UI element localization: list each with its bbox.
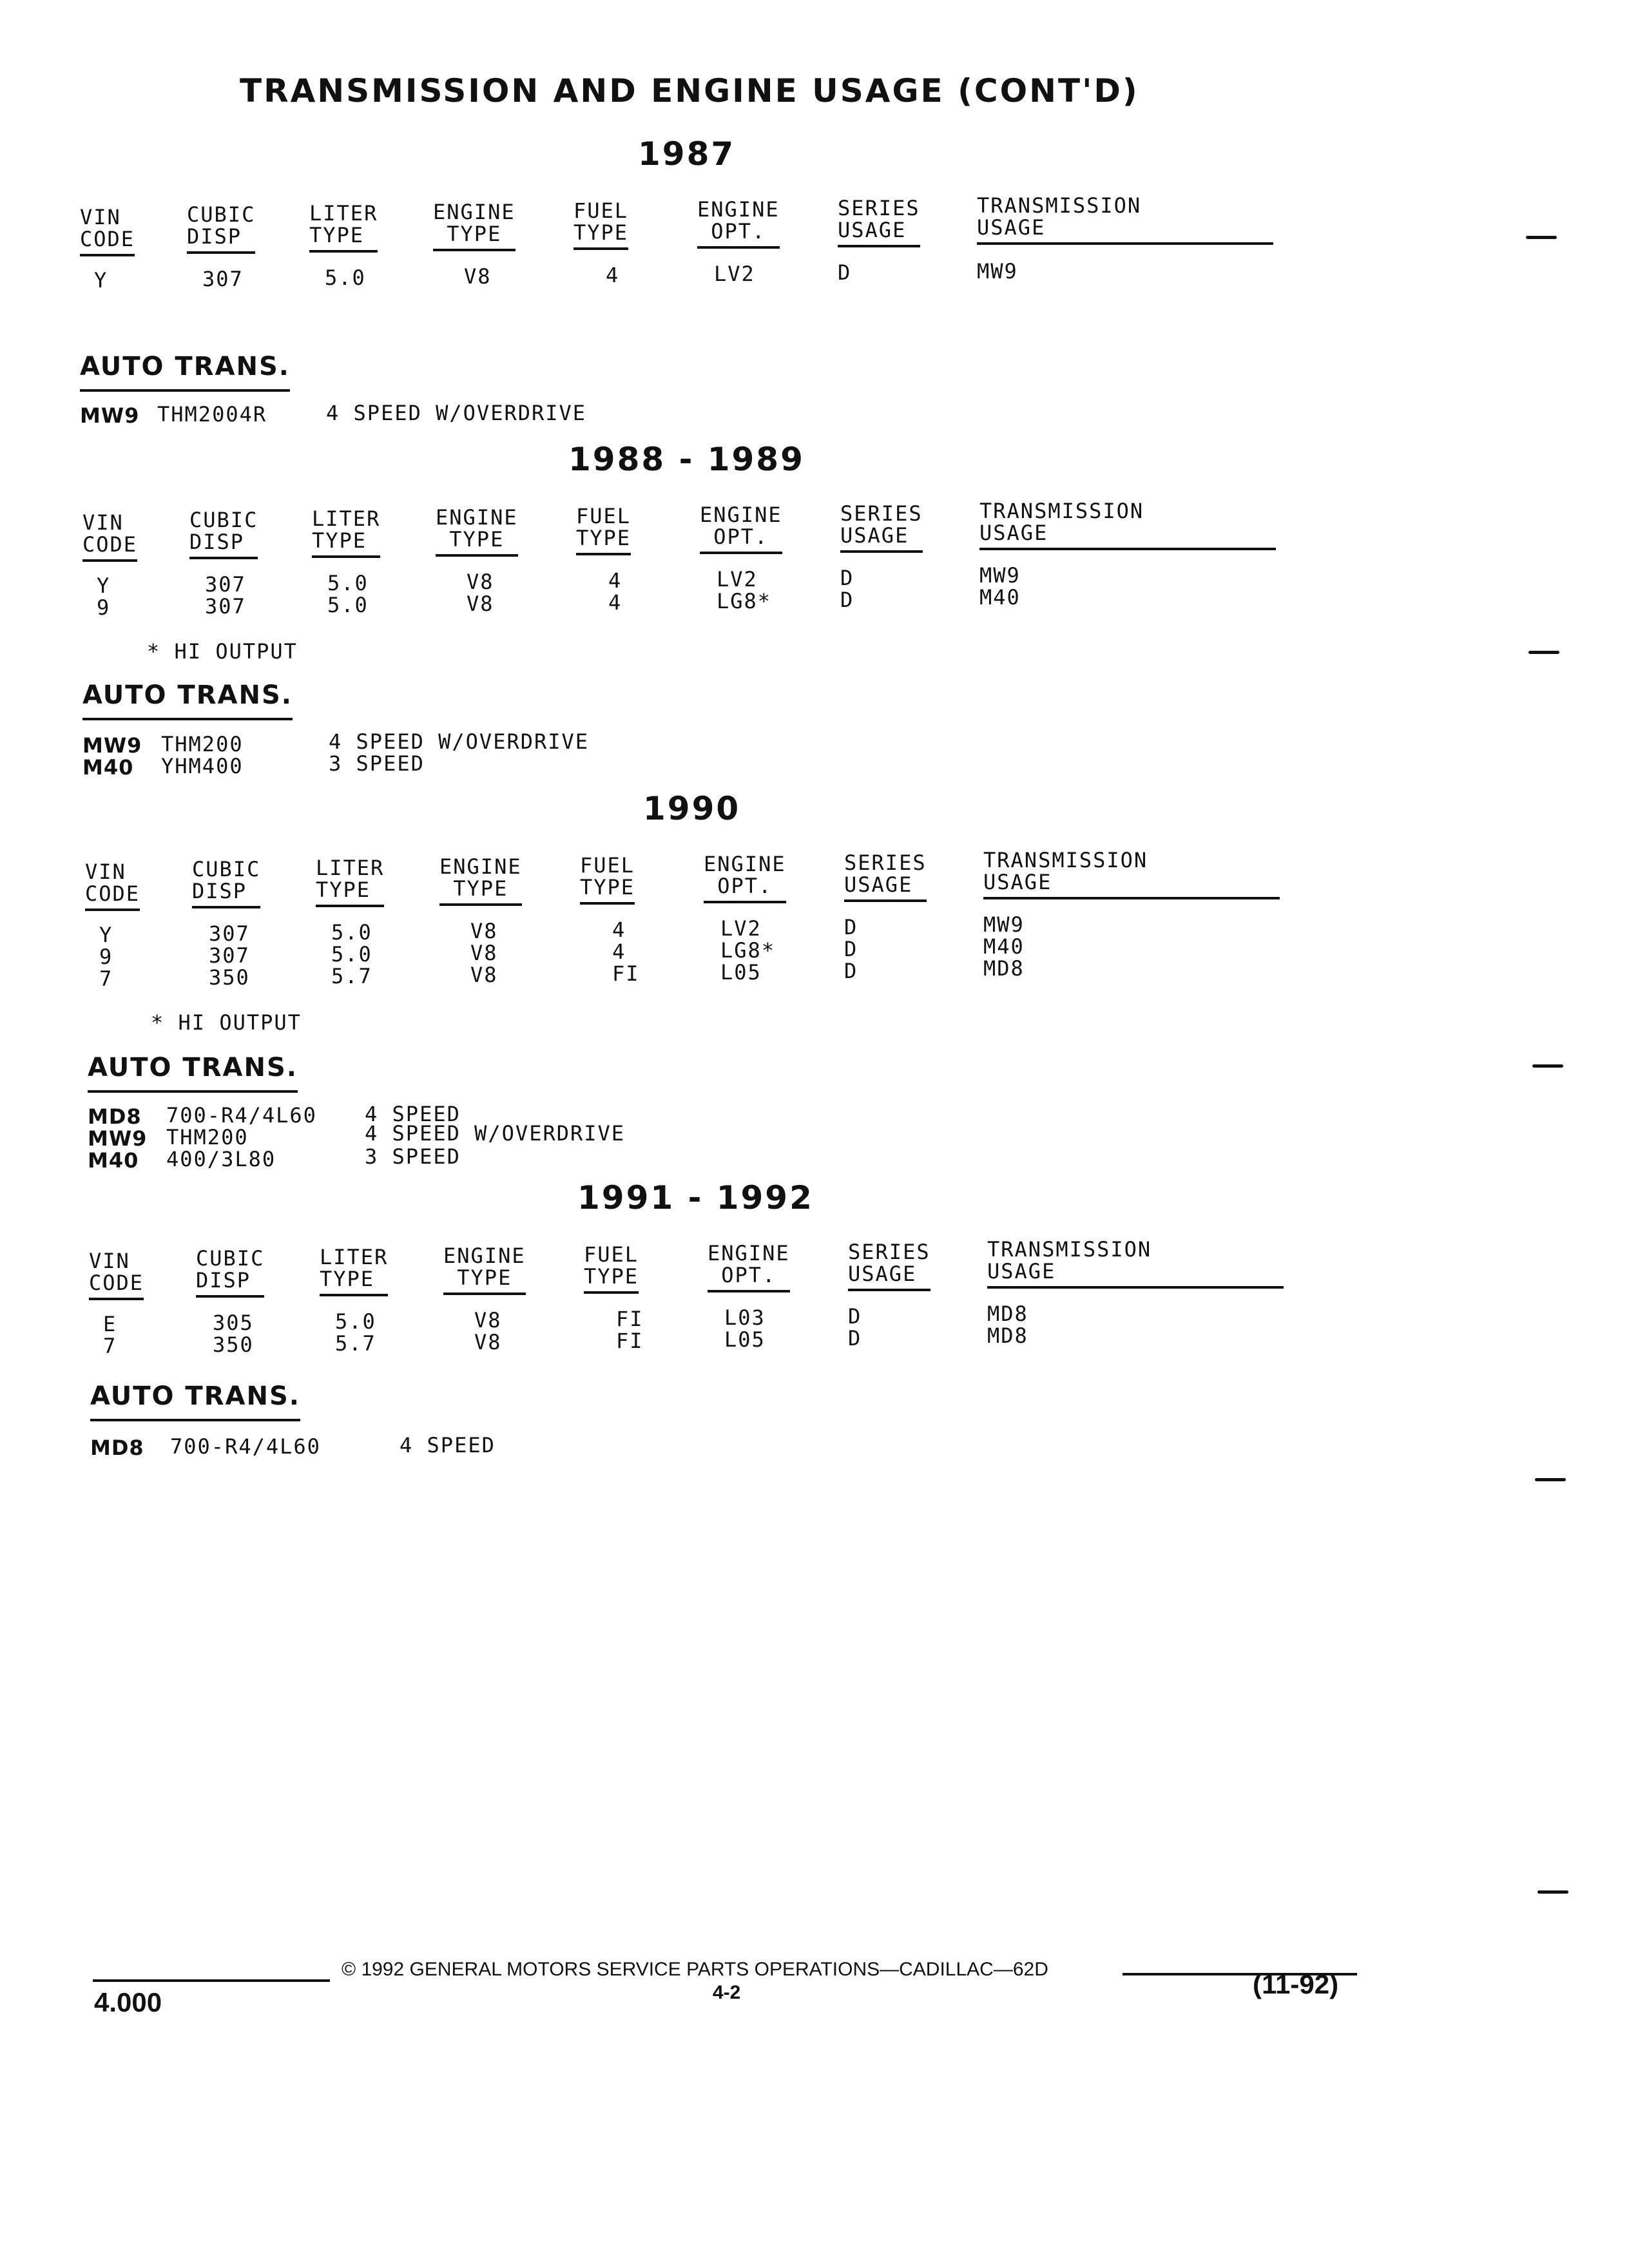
auto-trans-desc: 3 SPEED <box>365 1144 461 1169</box>
cell-opt: L05 <box>720 960 762 985</box>
header-vin-code: VIN CODE <box>82 512 137 562</box>
header-cubic-disp: CUBIC DISP <box>192 858 260 908</box>
header-transmission-usage: TRANSMISSION USAGE <box>987 1238 1284 1289</box>
footer-section-number: 4.000 <box>94 1987 162 2017</box>
cell-fuel: 4 <box>612 939 626 964</box>
header-fuel-type: FUEL TYPE <box>576 505 631 555</box>
auto-trans-item: M40 <box>82 755 134 780</box>
cell-series: D <box>848 1304 862 1329</box>
auto-trans-item: MD8 <box>88 1104 142 1129</box>
header-fuel-type: FUEL TYPE <box>580 854 635 905</box>
cell-cubic: 305 <box>213 1311 254 1335</box>
cell-trans: MW9 <box>983 912 1025 937</box>
cell-liter: 5.7 <box>331 964 372 988</box>
cell-liter: 5.0 <box>331 920 372 945</box>
hi-output-note: * HI OUTPUT <box>147 639 298 664</box>
cell-liter: 5.0 <box>331 942 372 966</box>
header-engine-opt: ENGINE OPT. <box>697 198 780 249</box>
cell-series: D <box>844 959 858 983</box>
cell-cubic: 307 <box>209 921 250 946</box>
cell-fuel: 4 <box>606 263 620 287</box>
header-liter-type: LITER TYPE <box>316 857 384 907</box>
cell-trans: MD8 <box>987 1323 1028 1348</box>
page-title: TRANSMISSION AND ENGINE USAGE (CONT'D) <box>240 72 1139 110</box>
cell-trans: M40 <box>979 585 1021 610</box>
cell-vin: E <box>103 1312 117 1336</box>
cell-opt: LV2 <box>714 262 755 286</box>
cell-engine: V8 <box>470 941 498 965</box>
cell-engine: V8 <box>470 919 498 943</box>
cell-series: D <box>838 260 852 285</box>
auto-trans-model: THM2004R <box>157 402 267 427</box>
cell-vin: 9 <box>97 595 111 620</box>
auto-trans-model: 400/3L80 <box>166 1147 276 1171</box>
auto-trans-model: THM200 <box>166 1125 249 1149</box>
cell-vin: 7 <box>99 966 113 991</box>
auto-trans-desc: 4 SPEED <box>365 1102 461 1126</box>
year-heading-1988-1989: 1988 - 1989 <box>568 441 805 478</box>
header-series-usage: SERIES USAGE <box>840 503 923 553</box>
header-vin-code: VIN CODE <box>80 206 135 256</box>
auto-trans-item: M40 <box>88 1148 139 1173</box>
auto-trans-desc: 4 SPEED <box>400 1433 496 1457</box>
cell-liter: 5.0 <box>325 265 366 290</box>
cell-cubic: 307 <box>205 594 246 619</box>
header-engine-type: ENGINE TYPE <box>439 856 522 906</box>
cell-liter: 5.0 <box>327 571 369 595</box>
margin-tick <box>1528 651 1559 654</box>
cell-fuel: FI <box>612 961 640 986</box>
cell-opt: LV2 <box>717 567 758 591</box>
footer-date-code: (11-92) <box>1253 1969 1339 1999</box>
cell-series: D <box>848 1326 862 1350</box>
margin-tick <box>1537 1890 1568 1894</box>
header-series-usage: SERIES USAGE <box>838 197 920 247</box>
header-series-usage: SERIES USAGE <box>848 1241 930 1291</box>
footer-copyright: © 1992 GENERAL MOTORS SERVICE PARTS OPERATIONS—CADILLAC—62D <box>342 1959 1048 1980</box>
cell-fuel: 4 <box>612 918 626 942</box>
auto-trans-item: MD8 <box>90 1436 144 1460</box>
cell-vin: 9 <box>99 945 113 969</box>
cell-engine: V8 <box>474 1308 502 1332</box>
cell-opt: L05 <box>724 1327 766 1352</box>
header-series-usage: SERIES USAGE <box>844 852 927 902</box>
header-engine-opt: ENGINE OPT. <box>708 1242 790 1293</box>
cell-cubic: 307 <box>202 267 244 291</box>
header-fuel-type: FUEL TYPE <box>574 200 628 250</box>
auto-trans-item: MW9 <box>88 1126 148 1151</box>
cell-liter: 5.0 <box>335 1309 376 1334</box>
cell-trans: MW9 <box>977 259 1018 284</box>
margin-tick <box>1532 1064 1563 1068</box>
cell-vin: 7 <box>103 1334 117 1358</box>
cell-fuel: FI <box>616 1307 644 1331</box>
auto-trans-desc: 4 SPEED W/OVERDRIVE <box>365 1121 626 1146</box>
cell-trans: MD8 <box>983 956 1025 981</box>
cell-cubic: 350 <box>209 965 250 990</box>
header-engine-type: ENGINE TYPE <box>436 506 518 557</box>
cell-engine: V8 <box>467 570 494 594</box>
auto-trans-model: 700-R4/4L60 <box>166 1103 317 1128</box>
auto-trans-heading: AUTO TRANS. <box>82 680 293 720</box>
header-engine-opt: ENGINE OPT. <box>704 853 786 903</box>
auto-trans-model: YHM400 <box>161 754 244 778</box>
header-engine-type: ENGINE TYPE <box>433 201 516 251</box>
header-transmission-usage: TRANSMISSION USAGE <box>983 849 1280 899</box>
cell-vin: Y <box>99 923 113 947</box>
header-liter-type: LITER TYPE <box>309 202 378 253</box>
cell-series: D <box>844 915 858 939</box>
header-vin-code: VIN CODE <box>89 1250 144 1300</box>
cell-liter: 5.7 <box>335 1331 376 1356</box>
year-heading-1991-1992: 1991 - 1992 <box>577 1179 814 1216</box>
margin-tick <box>1535 1478 1566 1481</box>
footer-page-number: 4-2 <box>713 1982 741 2003</box>
cell-engine: V8 <box>470 963 498 987</box>
header-cubic-disp: CUBIC DISP <box>189 509 258 559</box>
cell-trans: MW9 <box>979 563 1021 588</box>
cell-engine: V8 <box>464 264 492 289</box>
header-transmission-usage: TRANSMISSION USAGE <box>979 500 1276 550</box>
header-transmission-usage: TRANSMISSION USAGE <box>977 195 1273 245</box>
auto-trans-desc: 4 SPEED W/OVERDRIVE <box>329 729 590 754</box>
header-liter-type: LITER TYPE <box>312 508 380 558</box>
cell-vin: Y <box>94 268 108 293</box>
auto-trans-model: 700-R4/4L60 <box>170 1434 321 1459</box>
cell-series: D <box>840 588 854 612</box>
cell-fuel: FI <box>616 1329 644 1353</box>
auto-trans-item: MW9 <box>82 733 142 758</box>
cell-opt: LG8* <box>720 938 776 963</box>
auto-trans-heading: AUTO TRANS. <box>80 352 290 392</box>
cell-cubic: 307 <box>205 572 246 597</box>
cell-fuel: 4 <box>608 590 622 615</box>
header-vin-code: VIN CODE <box>85 861 140 911</box>
cell-vin: Y <box>97 573 111 598</box>
header-fuel-type: FUEL TYPE <box>584 1244 639 1294</box>
cell-cubic: 307 <box>209 943 250 968</box>
header-cubic-disp: CUBIC DISP <box>187 204 255 254</box>
auto-trans-heading: AUTO TRANS. <box>88 1053 298 1093</box>
cell-liter: 5.0 <box>327 593 369 617</box>
margin-tick <box>1526 236 1557 239</box>
auto-trans-item: MW9 <box>80 403 140 428</box>
year-heading-1990: 1990 <box>643 790 741 827</box>
cell-fuel: 4 <box>608 568 622 593</box>
cell-series: D <box>844 937 858 961</box>
header-cubic-disp: CUBIC DISP <box>196 1247 264 1298</box>
footer-rule-left <box>93 1979 330 1982</box>
cell-series: D <box>840 566 854 590</box>
auto-trans-model: THM200 <box>161 732 244 756</box>
auto-trans-desc: 4 SPEED W/OVERDRIVE <box>326 401 587 425</box>
year-heading-1987: 1987 <box>638 135 736 173</box>
hi-output-note: * HI OUTPUT <box>151 1010 302 1035</box>
header-engine-opt: ENGINE OPT. <box>700 504 782 554</box>
cell-opt: LV2 <box>720 916 762 941</box>
cell-engine: V8 <box>467 591 494 616</box>
cell-trans: M40 <box>983 934 1025 959</box>
header-engine-type: ENGINE TYPE <box>443 1245 526 1295</box>
header-liter-type: LITER TYPE <box>320 1246 388 1296</box>
cell-trans: MD8 <box>987 1302 1028 1326</box>
cell-cubic: 350 <box>213 1332 254 1357</box>
auto-trans-heading: AUTO TRANS. <box>90 1381 300 1421</box>
cell-engine: V8 <box>474 1330 502 1354</box>
cell-opt: LG8* <box>717 589 772 613</box>
auto-trans-desc: 3 SPEED <box>329 751 425 776</box>
cell-opt: L03 <box>724 1305 766 1330</box>
